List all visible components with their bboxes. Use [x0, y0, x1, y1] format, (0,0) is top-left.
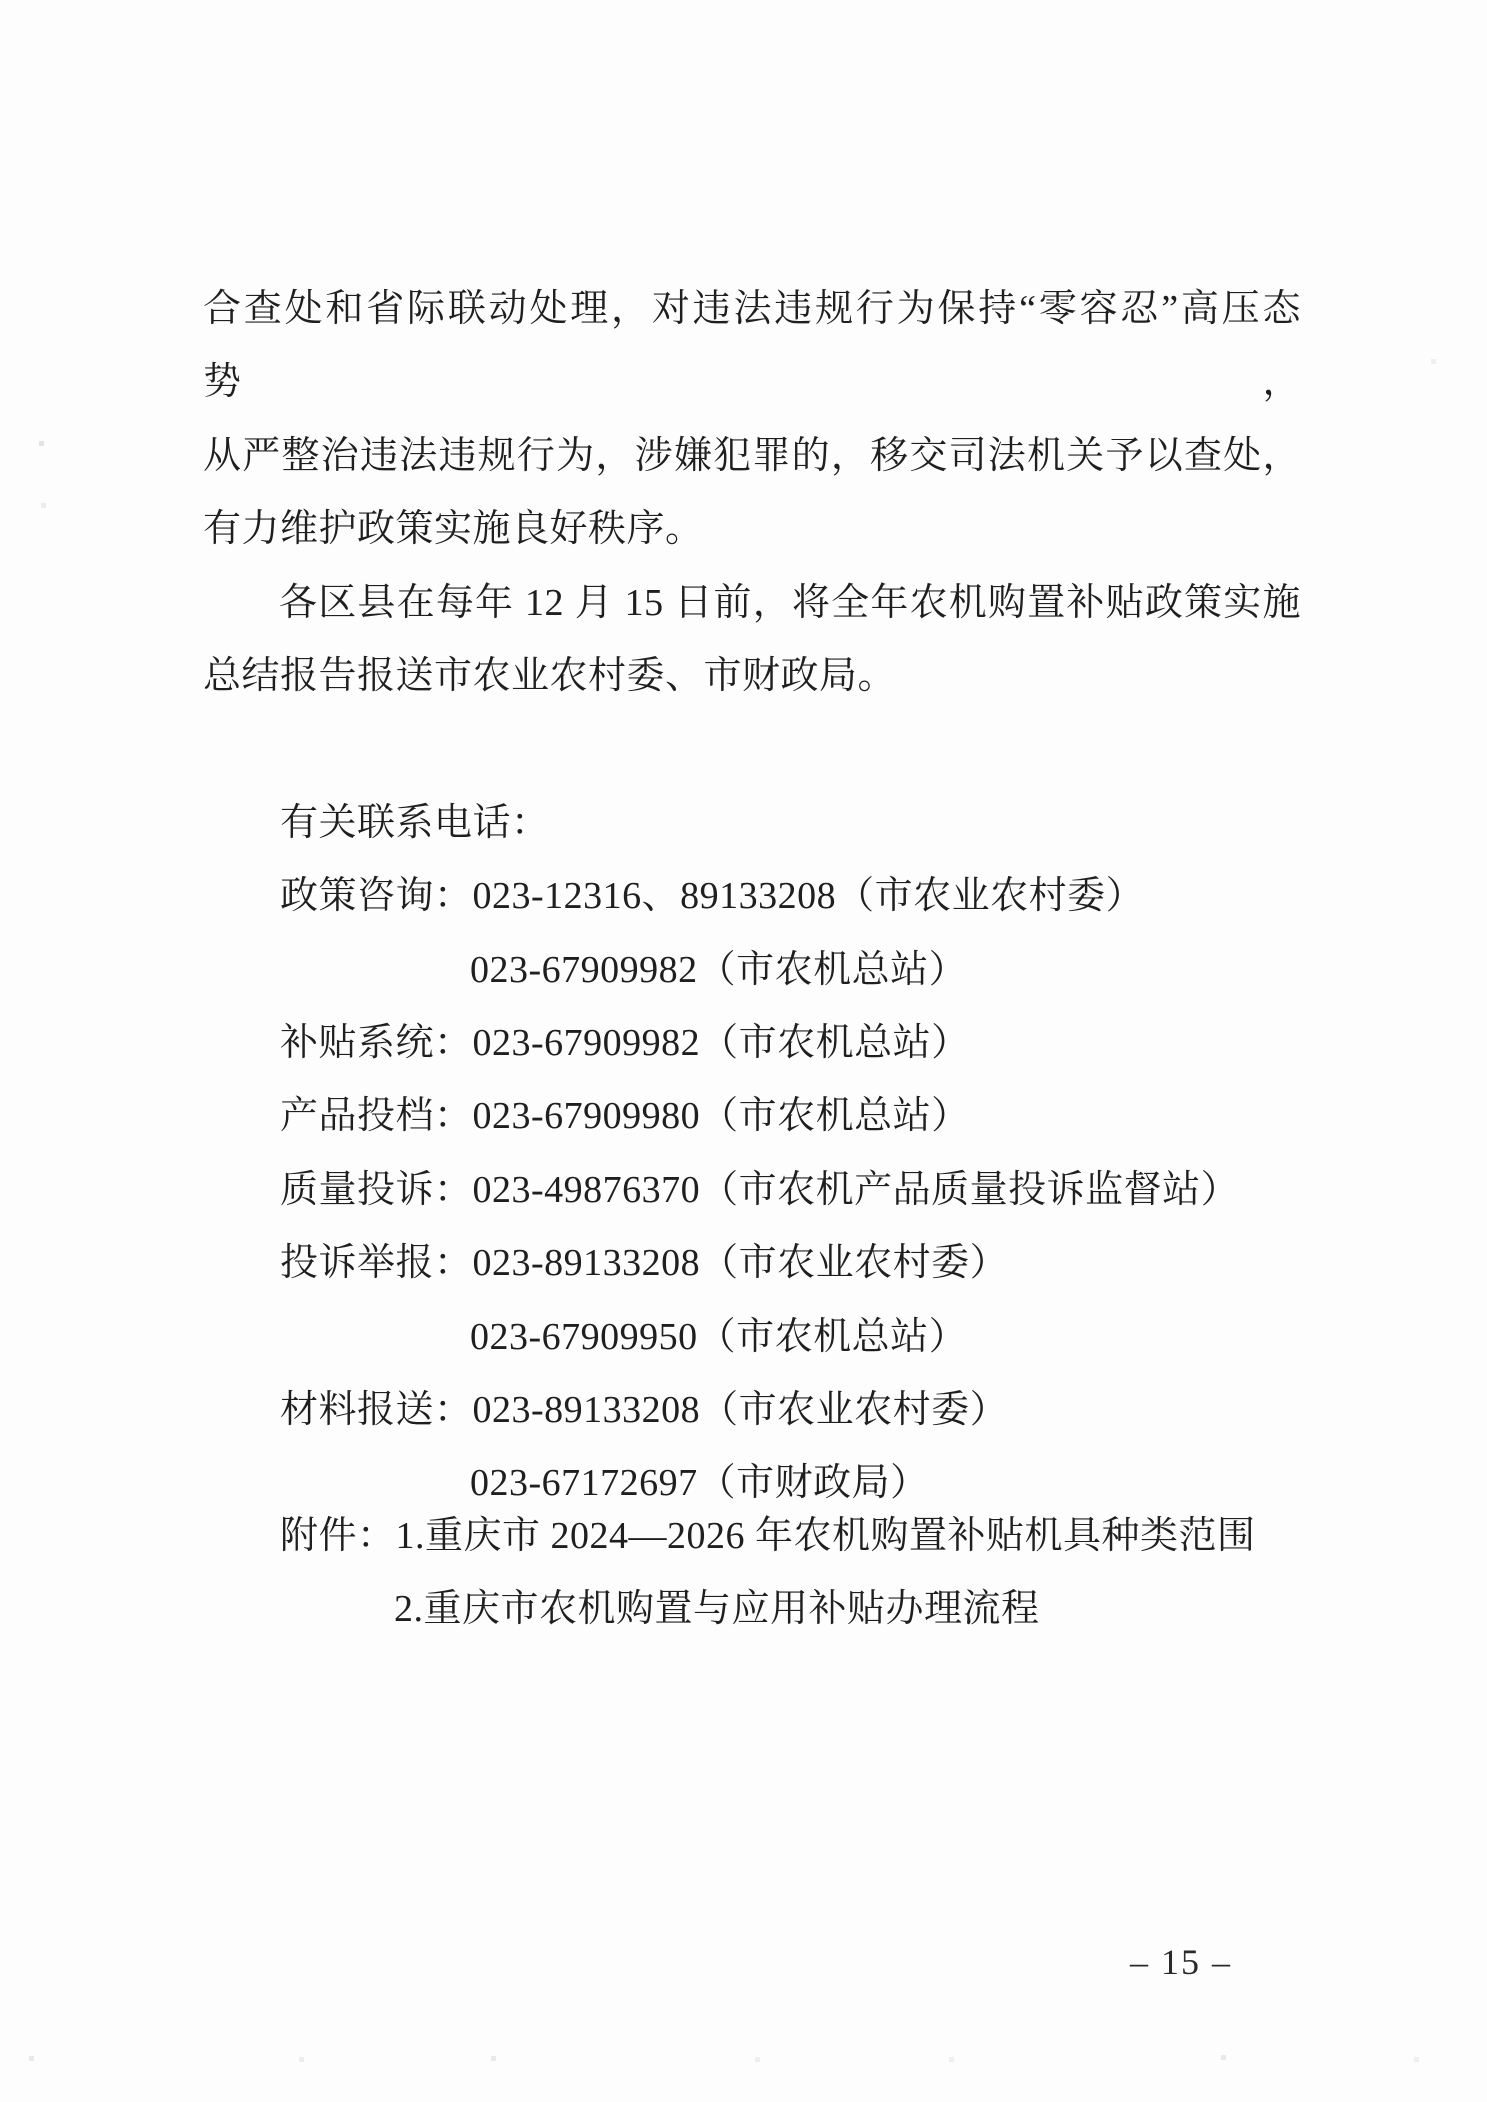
paragraph-line: 各区县在每年 12 月 15 日前，将全年农机购置补贴政策实施 — [279, 581, 1301, 624]
scan-noise-specks — [0, 0, 3, 3]
paragraph-line: 有力维护政策实施良好秩序。 — [203, 508, 704, 551]
contact-value: 023-67172697（市财政局） — [470, 1462, 929, 1505]
page-number: – 15 – — [1130, 1942, 1232, 1982]
main-text-block — [203, 273, 1301, 1521]
contact-label: 政策咨询： — [280, 875, 473, 918]
paragraph-line: 总结报告报送市农业农村委、市财政局。 — [203, 655, 897, 698]
contact-label: 质量投诉： — [280, 1168, 473, 1211]
paragraph-line: 从严整治违法违规行为，涉嫌犯罪的，移交司法机关予以查处， — [203, 434, 1301, 477]
contact-row — [203, 934, 1301, 1007]
attachments-block — [203, 1500, 1363, 1646]
contact-row — [203, 1007, 1301, 1080]
contact-row — [203, 1374, 1301, 1447]
attachment-item: 1.重庆市 2024—2026 年农机购置补贴机具种类范围 — [395, 1515, 1256, 1557]
blank-line — [203, 713, 1301, 786]
contact-value: 023-49876370（市农机产品质量投诉监督站） — [472, 1168, 1240, 1211]
contact-value: 023-67909982（市农机总站） — [470, 948, 968, 991]
contact-label: 投诉举报： — [280, 1242, 473, 1285]
contact-row — [203, 1301, 1301, 1374]
attachment-item: 2.重庆市农机购置与应用补贴办理流程 — [394, 1588, 1040, 1630]
attachments-label: 附件： — [280, 1515, 396, 1557]
contact-value: 023-89133208（市农业农村委） — [472, 1242, 1009, 1285]
contact-value: 023-67909982（市农机总站） — [472, 1022, 970, 1065]
contact-value: 023-67909980（市农机总站） — [472, 1095, 970, 1138]
contact-row — [203, 1227, 1301, 1300]
contact-row — [203, 860, 1301, 933]
contact-value: 023-67909950（市农机总站） — [470, 1315, 968, 1358]
contact-heading: 有关联系电话： — [280, 801, 550, 844]
contact-row — [203, 1080, 1301, 1153]
attachment-line — [203, 1500, 1363, 1573]
contact-row — [203, 1154, 1301, 1227]
contact-label: 产品投档： — [280, 1095, 473, 1138]
contact-value: 023-12316、89133208（市农业农村委） — [472, 875, 1145, 918]
contact-value: 023-89133208（市农业农村委） — [472, 1389, 1009, 1432]
contact-label: 材料报送： — [280, 1389, 473, 1432]
paragraph-line: 合查处和省际联动处理，对违法违规行为保持“零容忍”高压态势， — [203, 288, 1301, 404]
contact-label: 补贴系统： — [280, 1022, 473, 1065]
attachment-line — [203, 1573, 1363, 1646]
